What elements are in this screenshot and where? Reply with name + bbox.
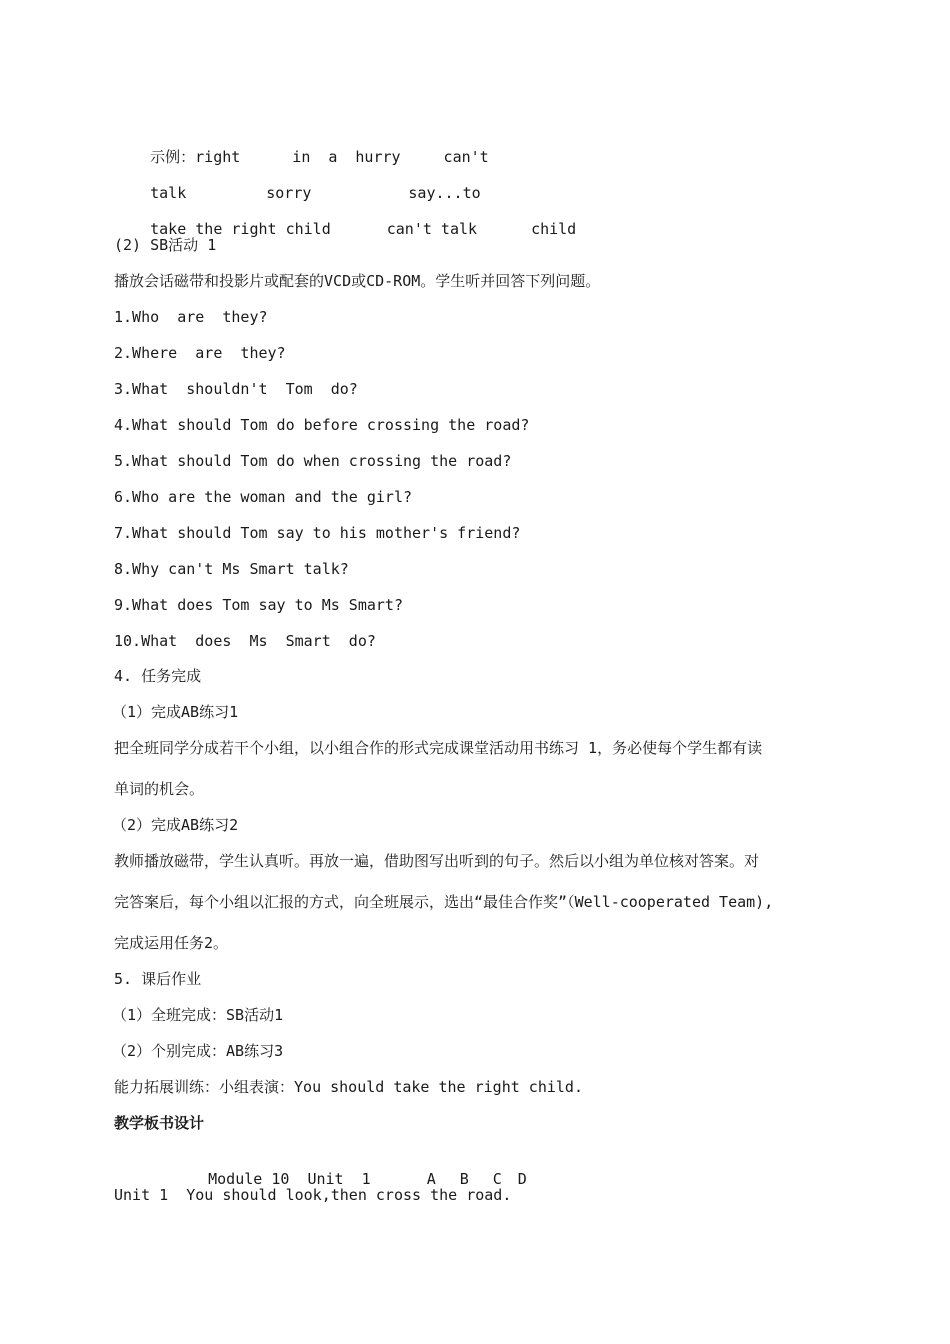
example-word: can't — [443, 148, 489, 166]
question-item: 3.What shouldn't Tom do? — [114, 380, 358, 398]
task1-text-line-2: 单词的机会。 — [114, 780, 205, 798]
task2-text-line-1: 教师播放磁带，学生认真听。再放一遍，借助图写出听到的句子。然后以小组为单位核对答案。对 — [114, 852, 760, 870]
sb-activity-heading: (2) SB活动 1 — [114, 236, 217, 254]
task-heading: 4. 任务完成 — [114, 667, 202, 685]
example-word: right — [195, 148, 241, 166]
homework-item: （2）个别完成：AB练习3 — [112, 1042, 284, 1060]
board-option: C — [492, 1170, 502, 1188]
example-word: can't talk — [386, 220, 478, 238]
example-word: in — [292, 148, 311, 166]
board-heading: 教学板书设计 — [114, 1114, 205, 1132]
homework-heading: 5. 课后作业 — [114, 970, 202, 988]
task1-heading: （1）完成AB练习1 — [112, 703, 239, 721]
example-word: sorry — [266, 184, 312, 202]
task2-text-line-3: 完成运用任务2。 — [114, 934, 229, 952]
question-item: 10.What does Ms Smart do? — [114, 632, 376, 650]
question-item: 1.Who are they? — [114, 308, 268, 326]
sb-activity-intro: 播放会话磁带和投影片或配套的VCD或CD-ROM。学生听并回答下列问题。 — [114, 272, 601, 290]
board-module: Module 10 Unit 1 — [208, 1170, 371, 1188]
question-item: 5.What should Tom do when crossing the road? — [114, 452, 512, 470]
example-word: say...to — [408, 184, 481, 202]
example-word: child — [531, 220, 577, 238]
task2-heading: （2）完成AB练习2 — [112, 816, 239, 834]
board-option: D — [517, 1170, 527, 1188]
question-item: 8.Why can't Ms Smart talk? — [114, 560, 349, 578]
example-word: take the right child — [150, 220, 331, 238]
question-item: 7.What should Tom say to his mother's friend? — [114, 524, 521, 542]
board-option: B — [459, 1170, 469, 1188]
example-label: 示例： — [150, 148, 196, 166]
question-item: 6.Who are the woman and the girl? — [114, 488, 413, 506]
example-word: talk — [150, 184, 187, 202]
homework-item: （1）全班完成：SB活动1 — [112, 1006, 284, 1024]
board-option: A — [426, 1170, 436, 1188]
task2-text-line-2: 完答案后，每个小组以汇报的方式，向全班展示，选出“最佳合作奖”（Well-cooperated Team), — [114, 893, 774, 911]
question-item: 4.What should Tom do before crossing the road? — [114, 416, 530, 434]
board-unit: Unit 1 You should look,then cross the road. — [114, 1186, 512, 1204]
extension-text: 能力拓展训练：小组表演：You should take the right child. — [114, 1078, 583, 1096]
example-word: a — [328, 148, 338, 166]
question-item: 2.Where are they? — [114, 344, 286, 362]
task1-text-line-1: 把全班同学分成若干个小组，以小组合作的形式完成课堂活动用书练习 1，务必使每个学生都有读 — [114, 739, 763, 757]
example-word: hurry — [355, 148, 401, 166]
question-item: 9.What does Tom say to Ms Smart? — [114, 596, 403, 614]
